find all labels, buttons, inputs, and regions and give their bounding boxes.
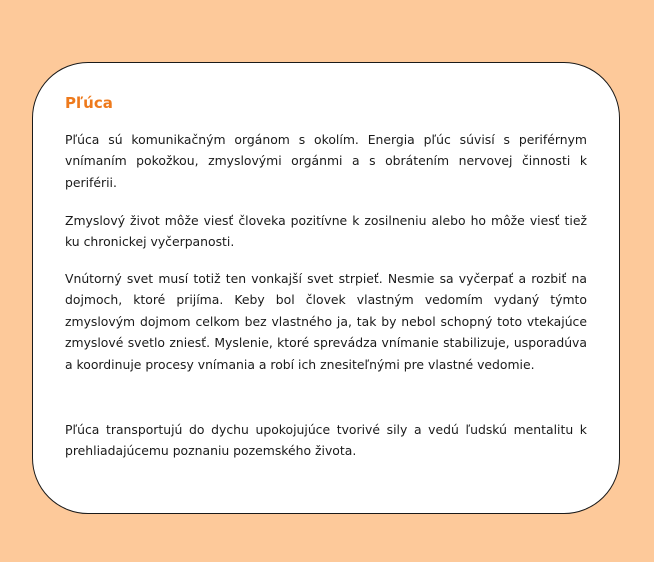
paragraph-3: Vnútorný svet musí totiž ten vonkajší svet strpieť. Nesmie sa vyčerpať a rozbiť na dojmoch, ktoré prijíma. Keby bol človek vlastným vedomím vydaný týmto zmyslovým dojmom celkom bez vlastného ja, tak by nebol schopný toto vtekajúce zmyslové svetlo zniesť. Myslenie, ktoré sprevádza vnímanie stabilizuje, usporadúva a koordinuje procesy vnímania a robí ich znesiteľnými pre vlastné vedomie. [65, 271, 587, 372]
paragraph-4: Pľúca transportujú do dychu upokojujúce tvorivé sily a vedú ľudskú mentalitu k prehliadajúcemu poznaniu pozemského života. [65, 422, 587, 459]
card-title: Pľúca [65, 94, 113, 112]
paragraph-1: Pľúca sú komunikačným orgánom s okolím. Energia pľúc súvisí s periférnym vnímaním pokožkou, zmyslovými orgánmi a s obrátením nervovej činnosti k periférii. [65, 132, 587, 190]
content-card [32, 62, 620, 514]
paragraph-2: Zmyslový život môže viesť človeka pozitívne k zosilneniu alebo ho môže viesť tiež ku chronickej vyčerpanosti. [65, 213, 587, 250]
